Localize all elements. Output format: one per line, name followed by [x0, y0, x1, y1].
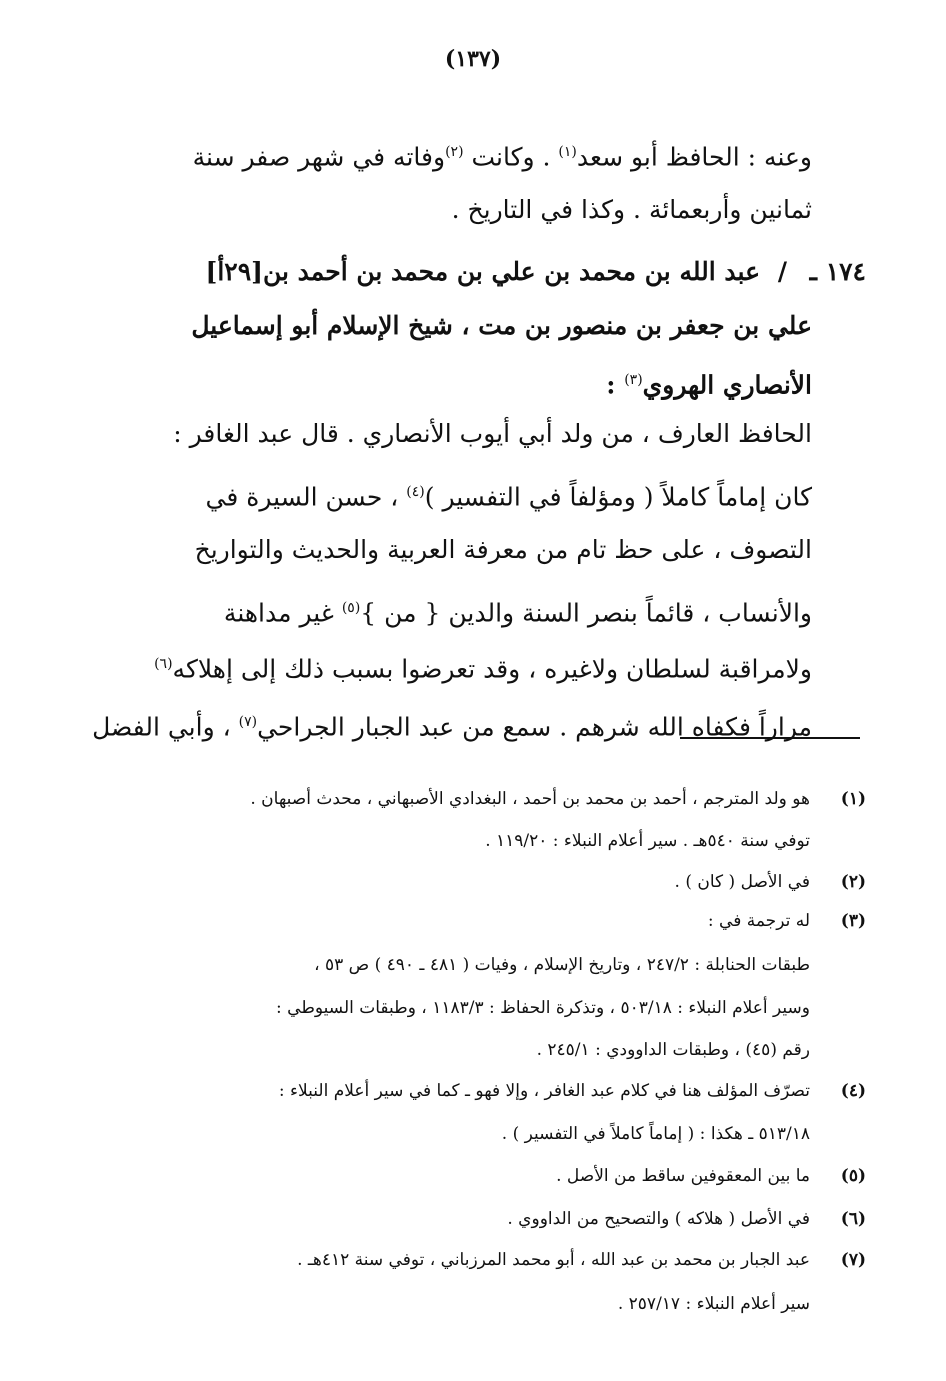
- footnote-2: [134, 868, 866, 896]
- footnote-ref: (٢): [445, 144, 464, 160]
- footnote-number: (٣): [840, 911, 866, 931]
- body-text: ، وأبي الفضل: [92, 712, 239, 742]
- footnote-ref: (٣): [624, 372, 643, 388]
- footnote-text: في الأصل ( هلاكه ) والتصحيح من الداووي .: [507, 1209, 810, 1229]
- footnote-1: [134, 785, 866, 813]
- entry-heading-line-3: [136, 362, 812, 403]
- body-text: . وكانت: [463, 142, 559, 172]
- footnote-number: (٧): [840, 1250, 866, 1270]
- entry-heading-text: الأنصاري الهروي: [642, 370, 812, 400]
- entry-number: [778, 254, 866, 290]
- footnote-text: تصرّف المؤلف هنا في كلام عبد الغافر ، وإلا فهو ـ كما في سير أعلام النبلاء :: [278, 1081, 810, 1101]
- footnote-3: [134, 907, 866, 935]
- entry-heading-line-1: عبد الله بن محمد بن علي بن محمد بن أحمد بن[٢٩أ]: [205, 257, 760, 286]
- body-text: كان إماماً كاملاً ( ومؤلفاً في التفسير ): [424, 482, 812, 512]
- footnote-number: (٢): [840, 872, 866, 892]
- body-line-4: [136, 474, 812, 515]
- body-line-5: التصوف ، على حظ تام من معرفة العربية والحديث والتواريخ: [194, 535, 812, 564]
- footnote-3-line-2: طبقات الحنابلة : ٢٤٧/٢ ، وتاريخ الإسلام ، وفيات ( ٤٨١ ـ ٤٩٠ ) ص ٥٣ ،: [314, 955, 810, 975]
- footnote-text: هو ولد المترجم ، أحمد بن محمد بن أحمد ، البغدادي الأصبهاني ، محدث أصبهان .: [250, 789, 810, 809]
- footnote-3-line-4: رقم (٤٥) ، وطبقات الداوودي : ٢٤٥/١ .: [536, 1040, 810, 1060]
- footnote-text: له ترجمة في :: [707, 911, 810, 931]
- body-line-6: [136, 590, 812, 631]
- body-text: ، حسن السيرة في: [205, 482, 407, 512]
- body-text: والأنساب ، قائماً بنصر السنة والدين { من }: [360, 598, 812, 628]
- body-text: غير مداهنة: [223, 598, 342, 628]
- footnote-number: (١): [840, 789, 866, 809]
- body-line-2: ثمانين وأربعمائة . وكذا في التاريخ .: [451, 195, 812, 224]
- body-line-1: [136, 134, 812, 175]
- footnote-5: [134, 1162, 866, 1190]
- footnote-number: (٦): [840, 1209, 866, 1229]
- body-text: مراراً فكفاه الله شرهم . سمع من عبد الجبار الجراحي: [257, 712, 812, 742]
- body-text: وفاته في شهر صفر سنة: [192, 142, 446, 172]
- footnote-4-line-2: ٥١٣/١٨ ـ هكذا : ( إماماً كاملاً في التفسير ) .: [501, 1124, 810, 1144]
- footnote-ref: (٦): [154, 656, 173, 672]
- body-line-8: [92, 704, 812, 745]
- footnote-text: في الأصل ( كان ) .: [674, 872, 810, 892]
- body-text: وعنه : الحافظ أبو سعد: [576, 142, 812, 172]
- footnote-3-line-3: وسير أعلام النبلاء : ٥٠٣/١٨ ، وتذكرة الحفاظ : ١١٨٣/٣ ، وطبقات السيوطي :: [276, 998, 810, 1018]
- entry-heading-colon: :: [606, 370, 625, 400]
- entry-heading-line-2: علي بن جعفر بن منصور بن مت ، شيخ الإسلام أبو إسماعيل: [191, 311, 812, 340]
- footnote-text: ما بين المعقوفين ساقط من الأصل .: [556, 1166, 810, 1186]
- body-line-7: [136, 646, 812, 687]
- footnote-7-line-2: سير أعلام النبلاء : ٢٥٧/١٧ .: [617, 1294, 810, 1314]
- entry-number-text: ١٧٤ ـ: [809, 257, 866, 286]
- body-text: ولامراقبة لسلطان ولاغيره ، وقد تعرضوا بسبب ذلك إلى إهلاكه: [172, 654, 812, 684]
- footnote-ref: (٧): [238, 714, 258, 730]
- footnote-text: عبد الجبار بن محمد بن عبد الله ، أبو محمد المرزباني ، توفي سنة ٤١٢هـ .: [297, 1250, 810, 1270]
- footnote-ref: (١): [558, 144, 577, 160]
- footnote-separator: [680, 737, 860, 739]
- body-line-3: الحافظ العارف ، من ولد أبي أيوب الأنصاري . قال عبد الغافر :: [173, 419, 812, 448]
- page-number: (١٣٧): [444, 46, 502, 72]
- footnote-number: (٤): [840, 1081, 866, 1101]
- footnote-ref: (٥): [341, 600, 361, 616]
- footnote-4: [134, 1077, 866, 1105]
- footnote-number: (٥): [840, 1166, 866, 1186]
- footnote-7: [134, 1246, 866, 1274]
- footnote-1-line-2: توفي سنة ٥٤٠هـ . سير أعلام النبلاء : ١١٩/٢٠ .: [485, 831, 810, 851]
- entry-slash: /: [777, 257, 787, 286]
- footnote-ref: (٤): [406, 484, 425, 500]
- footnote-6: [134, 1205, 866, 1233]
